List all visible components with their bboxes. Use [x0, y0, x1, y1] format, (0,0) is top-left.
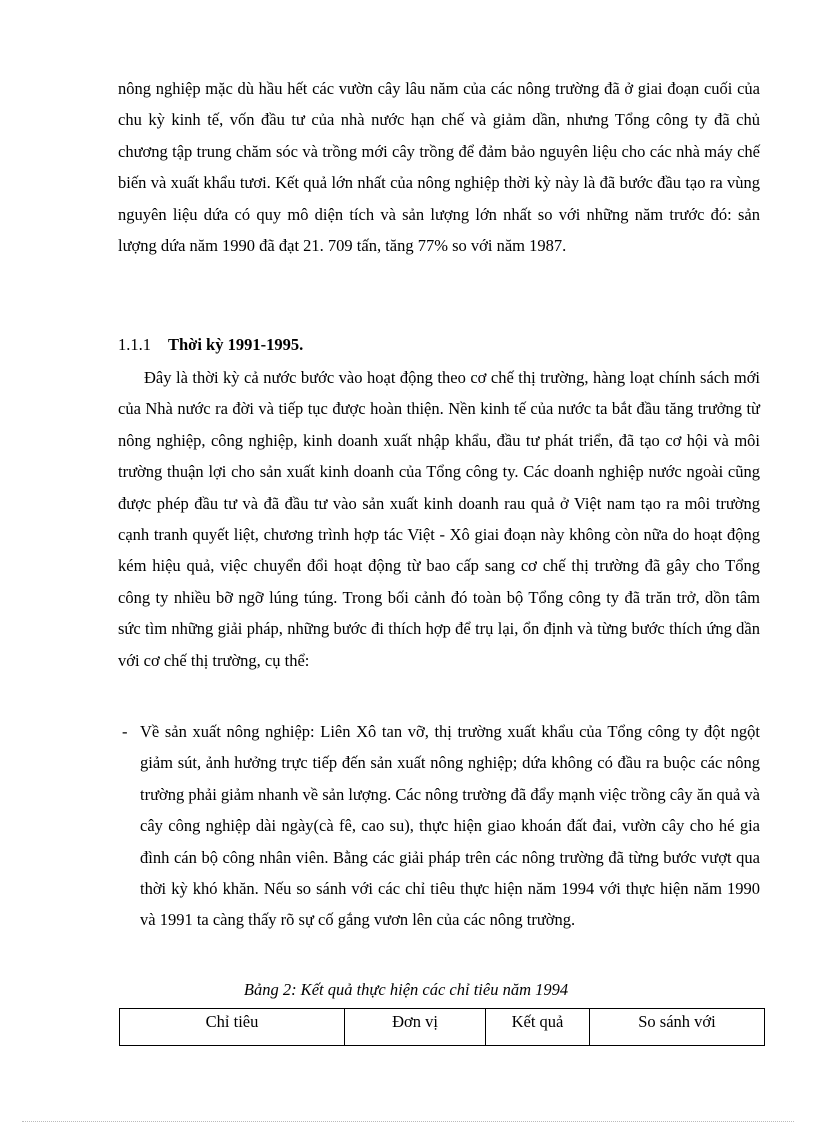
table-header-cell: Kết quả — [486, 1009, 590, 1046]
bullet-item — [118, 716, 760, 936]
paragraph-context: Đây là thời kỳ cả nước bước vào hoạt động theo cơ chế thị trường, hàng loạt chính sách mới của Nhà nước ra đời và tiếp tục được hoàn thiện. Nền kinh tế của nước ta bắt đầu tăng trưởng từ nông nghiệp, công nghiệp, kinh doanh xuất nhập khẩu, đầu tư phát triển, đã tạo cơ hội và môi trường thuận lợi cho sản xuất kinh doanh của Tổng công ty. Các doanh nghiệp nước ngoài cũng được phép đầu tư và đã đầu tư vào sản xuất kinh doanh rau quả ở Việt nam tạo ra môi trường cạnh tranh quyết liệt, chương trình hợp tác Việt - Xô giai đoạn này không còn nữa do hoạt động kém hiệu quả, việc chuyển đổi hoạt động từ bao cấp sang cơ chế thị trường đã gây cho Tổng công ty nhiều bỡ ngỡ lúng túng. Trong bối cảnh đó toàn bộ Tổng công ty đã trăn trở, dồn tâm sức tìm những giải pháp, những bước đi thích hợp để trụ lại, ổn định và từng bước thích ứng dần với cơ chế thị trường, cụ thể: — [118, 368, 760, 670]
page-bottom-rule — [22, 1121, 794, 1122]
table-header-row — [120, 1009, 765, 1046]
bullet-text: Về sản xuất nông nghiệp: Liên Xô tan vỡ, thị trường xuất khẩu của Tổng công ty đột ngột giảm sút, ảnh hưởng trực tiếp đến sản xuất nông nghiệp; dứa không có đầu ra buộc các nông trường phải giảm nhanh về sản lượng. Các nông trường đã đẩy mạnh việc trồng cây ăn quả và cây công nghiệp dài ngày(cà fê, cao su), thực hiện giao khoán đất đai, vườn cây cho hé gia đình cán bộ công nhân viên. Bằng các giải pháp trên các nông trường đã từng bước vượt qua thời kỳ khó khăn. Nếu so sánh với các chỉ tiêu thực hiện năm 1994 với thực hiện năm 1990 và 1991 ta càng thấy rõ sự cố gắng vươn lên của các nông trường. — [140, 722, 760, 930]
bullet-marker: - — [122, 722, 128, 741]
table-header-cell: Đơn vị — [345, 1009, 486, 1046]
section-title: Thời kỳ 1991-1995. — [168, 335, 304, 354]
section-heading — [118, 331, 303, 359]
paragraph-intro: nông nghiệp mặc dù hầu hết các vườn cây lâu năm của các nông trường đã ở giai đoạn cuối của chu kỳ kinh tế, vốn đầu tư của nhà nước hạn chế và giảm dần, nhưng Tổng công ty đã chủ chương tập trung chăm sóc và trồng mới cây trồng để đảm bảo nguyên liệu cho các nhà máy chế biến và xuất khẩu tươi. Kết quả lớn nhất của nông nghiệp thời kỳ này là đã bước đầu tạo ra vùng nguyên liệu dứa có quy mô diện tích và sản lượng lớn nhất so với những năm trước đó: sản lượng dứa năm 1990 đã đạt 21. 709 tấn, tăng 77% so với năm 1987. — [118, 79, 760, 256]
table-header-cell: So sánh với — [590, 1009, 765, 1046]
section-number: 1.1.1 — [118, 335, 151, 354]
results-table — [119, 1008, 765, 1046]
table-caption-text: Bảng 2: Kết quả thực hiện các chỉ tiêu năm 1994 — [243, 980, 569, 999]
table-header-cell: Chỉ tiêu — [120, 1009, 345, 1046]
table-caption — [0, 978, 816, 1002]
